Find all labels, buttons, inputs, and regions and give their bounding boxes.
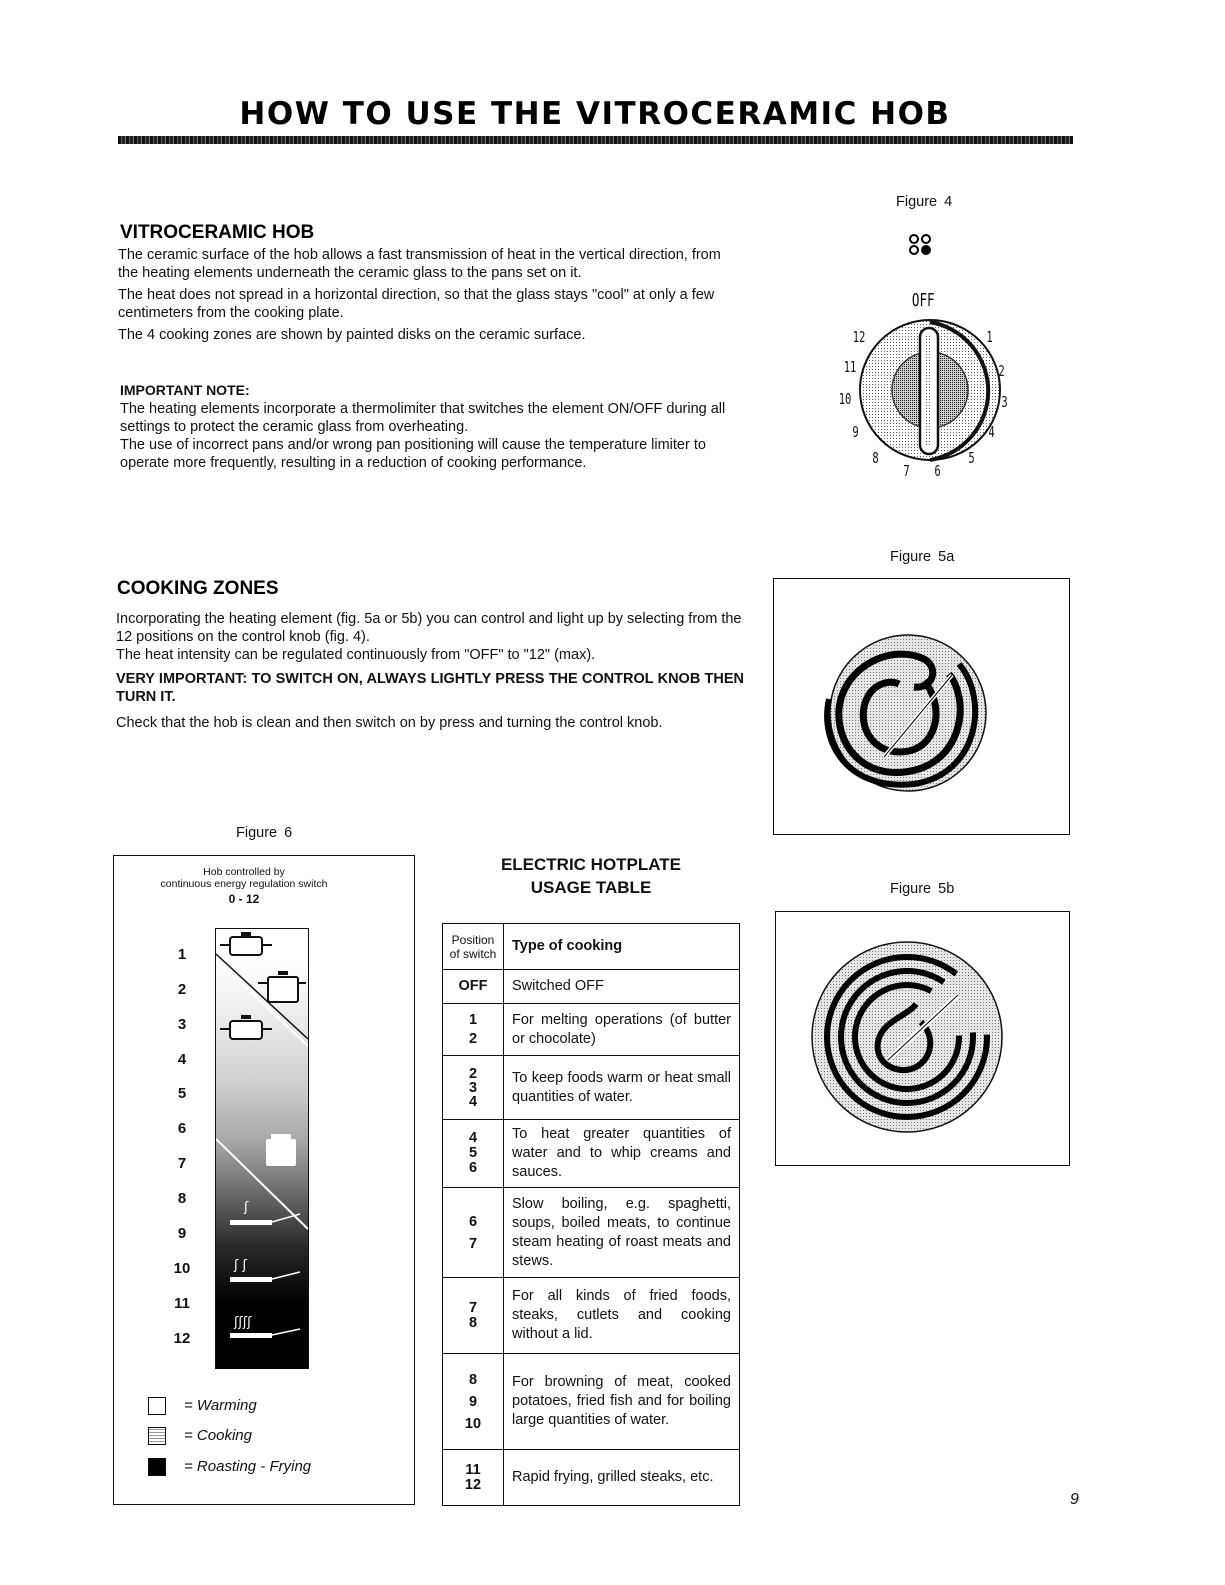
section-heading-cooking-zones: COOKING ZONES — [117, 578, 279, 599]
legend-warming — [148, 1397, 257, 1415]
note-heading: IMPORTANT NOTE: — [120, 382, 250, 398]
knob-position-10: 10 — [838, 390, 852, 408]
legend-label: = Warming — [184, 1397, 257, 1414]
legend-cooking — [148, 1427, 252, 1445]
knob-position-1: 1 — [986, 328, 993, 346]
knob-position-4: 4 — [988, 423, 995, 441]
figure6-caption: Figure 6 — [236, 825, 293, 841]
knob-position-5: 5 — [968, 449, 975, 467]
scale-number: 8 — [177, 1190, 187, 1207]
radiant-heating-element-dual-icon — [776, 912, 1069, 1165]
paragraph: The heat does not spread in a horizontal direction, so that the glass stays "cool" at only a few centimeters from the cooking plate. — [118, 287, 715, 321]
table-row — [443, 1354, 740, 1450]
description-cell: For browning of meat, cooked potatoes, fried fish and for boiling large quantities of water. — [504, 1354, 740, 1450]
header-position: Position of switch — [443, 924, 504, 970]
scale-number: 5 — [177, 1085, 187, 1102]
position-cell: 8 9 10 — [443, 1354, 504, 1450]
usage-table-title-line: ELECTRIC HOTPLATE — [500, 855, 682, 874]
usage-table-title-line: USAGE TABLE — [530, 878, 652, 897]
position-cell: 2 3 4 — [443, 1056, 504, 1120]
table-row — [443, 1004, 740, 1056]
scale-number: 6 — [177, 1120, 187, 1137]
knob-position-2: 2 — [998, 362, 1005, 380]
description-cell: Slow boiling, e.g. spaghetti, soups, boiled meats, to continue steam heating of roast meats and stews. — [504, 1188, 740, 1278]
table-header-row — [443, 924, 740, 970]
knob-position-9: 9 — [852, 423, 859, 441]
heat-gradient-bar — [215, 928, 309, 1369]
scale-number: 10 — [173, 1260, 191, 1277]
legend-label: = Cooking — [184, 1427, 252, 1444]
figure6-header-line: continuous energy regulation switch — [160, 878, 328, 890]
figure5a-caption: Figure 5a — [890, 549, 955, 565]
position-cell: 1 2 — [443, 1004, 504, 1056]
scale-number: 3 — [177, 1016, 187, 1033]
figure6-header-line: Hob controlled by — [203, 866, 285, 878]
description-cell: For melting operations (of butter or chocolate) — [504, 1004, 740, 1056]
scale-number: 1 — [177, 946, 187, 963]
figure6-header — [113, 866, 375, 905]
page-title: HOW TO USE THE VITROCERAMIC HOB — [239, 96, 951, 132]
table-row — [443, 1120, 740, 1188]
knob-position-12: 12 — [852, 328, 866, 346]
paragraph: The 4 cooking zones are shown by painted disks on the ceramic surface. — [118, 327, 586, 343]
description-cell: To heat greater quantities of water and to whip creams and sauces. — [504, 1120, 740, 1188]
legend-label: = Roasting - Frying — [184, 1458, 312, 1475]
usage-table-title — [442, 853, 740, 899]
usage-table — [442, 923, 740, 1506]
paragraph: Check that the hob is clean and then switch on by press and turning the control knob. — [116, 715, 663, 731]
knob-position-6: 6 — [934, 462, 941, 480]
note-text: The use of incorrect pans and/or wrong pan positioning will cause the temperature limiter to operate more frequently, resulting in a reduction of cooking performance. — [120, 437, 706, 471]
figure5a-frame — [773, 578, 1070, 835]
scale-number: 2 — [177, 981, 187, 998]
table-row — [443, 1278, 740, 1354]
description-cell: To keep foods warm or heat small quantities of water. — [504, 1056, 740, 1120]
legend-roasting-frying — [148, 1458, 311, 1476]
description-cell: For all kinds of fried foods, steaks, cutlets and cooking without a lid. — [504, 1278, 740, 1354]
svg-text:ʃʃʃʃ: ʃʃʃʃ — [234, 1315, 252, 1330]
scale-number: 7 — [177, 1155, 187, 1172]
header-type: Type of cooking — [504, 924, 740, 970]
paragraph: The heat intensity can be regulated continuously from "OFF" to "12" (max). — [116, 647, 596, 663]
roasting-swatch-icon — [148, 1458, 166, 1476]
svg-text:ʃ ʃ: ʃ ʃ — [234, 1258, 247, 1273]
table-row — [443, 970, 740, 1004]
figure4-caption: Figure 4 — [896, 194, 953, 210]
note-text: The heating elements incorporate a thermolimiter that switches the element ON/OFF during all settings to protect the ceramic glass from overheating. — [120, 401, 726, 435]
cooking-zones-body — [116, 610, 744, 732]
cooking-zone-indicator-icon — [908, 234, 932, 255]
figure5b-frame — [775, 911, 1070, 1166]
position-cell: OFF — [443, 970, 504, 1004]
section-heading-vitroceramic: VITROCERAMIC HOB — [120, 222, 315, 243]
position-cell: 7 8 — [443, 1278, 504, 1354]
description-cell: Switched OFF — [504, 970, 740, 1004]
svg-text:ʃ: ʃ — [244, 1200, 249, 1215]
radiant-heating-element-single-icon — [774, 579, 1069, 834]
table-row — [443, 1056, 740, 1120]
position-cell: 11 12 — [443, 1450, 504, 1506]
figure6-range: 0 - 12 — [228, 892, 260, 906]
paragraph: The ceramic surface of the hob allows a fast transmission of heat in the vertical direction, from the heating elements underneath the ceramic glass to the pans set on it. — [118, 247, 721, 281]
knob-position-11: 11 — [843, 358, 857, 376]
warming-swatch-icon — [148, 1397, 166, 1415]
table-row — [443, 1188, 740, 1278]
knob-position-7: 7 — [903, 462, 910, 480]
paragraph: Incorporating the heating element (fig. 5a or 5b) you can control and light up by selecting from the 12 positions on the control knob (fig. 4). — [116, 611, 742, 645]
vitroceramic-body — [118, 246, 743, 348]
page-number: 9 — [1070, 1491, 1079, 1508]
knob-off-label: OFF — [911, 290, 935, 311]
scale-number: 12 — [173, 1330, 191, 1347]
scale-number: 4 — [177, 1051, 187, 1068]
description-cell: Rapid frying, grilled steaks, etc. — [504, 1450, 740, 1506]
figure5b-caption: Figure 5b — [890, 881, 955, 897]
knob-position-3: 3 — [1001, 393, 1008, 411]
scale-number: 11 — [174, 1295, 190, 1312]
important-note — [120, 381, 745, 472]
pot-and-pan-icons — [216, 929, 308, 1369]
cooking-swatch-icon — [148, 1427, 166, 1445]
warning-text: VERY IMPORTANT: TO SWITCH ON, ALWAYS LIGHTLY PRESS THE CONTROL KNOB THEN TURN IT. — [116, 671, 744, 705]
table-row — [443, 1450, 740, 1506]
knob-position-8: 8 — [872, 449, 879, 467]
scale-number: 9 — [177, 1225, 187, 1242]
position-cell: 4 5 6 — [443, 1120, 504, 1188]
title-rule — [118, 136, 1073, 144]
position-cell: 6 7 — [443, 1188, 504, 1278]
